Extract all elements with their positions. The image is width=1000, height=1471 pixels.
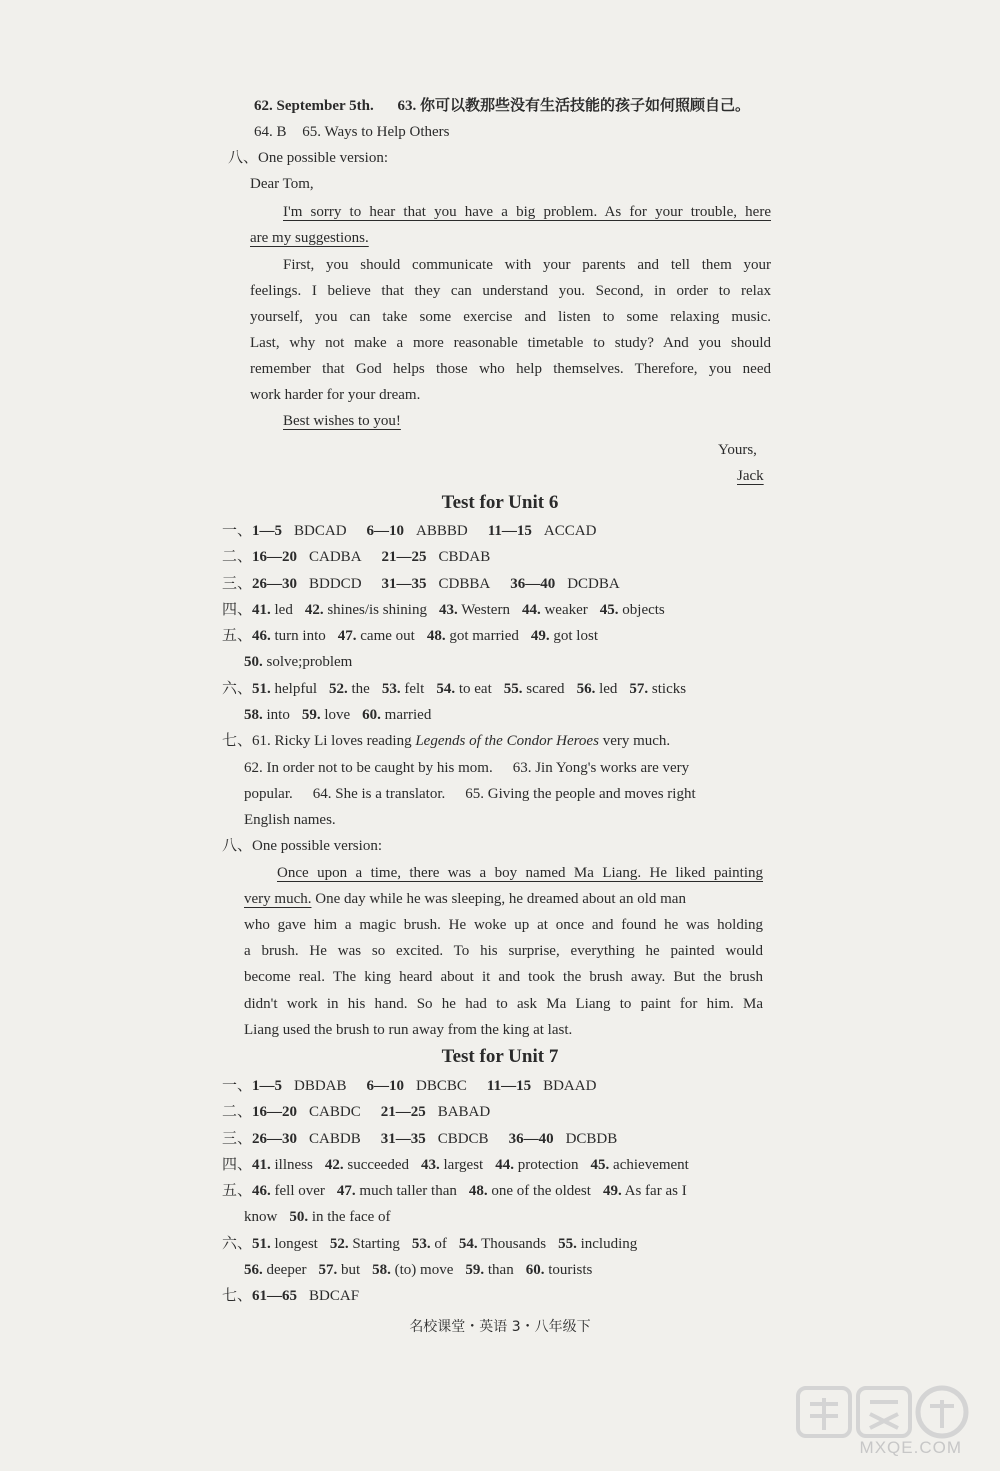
unit6-section-8-heading: 八、One possible version: <box>222 838 382 854</box>
story-line-4: a brush. He was so excited. To his surprise, everything he painted would <box>244 943 763 959</box>
watermark-url: MXQE.COM <box>859 1438 962 1457</box>
answer-62: 62. September 5th. <box>254 98 374 114</box>
unit6-section-3: 三、26—30 BDDCD 31—35 CDBBA 36—40 DCDBA <box>222 576 620 592</box>
letter-p2-line2: feelings. I believe that they can understand you. Second, in order to relax <box>250 283 771 299</box>
unit7-section-5-line1: 五、46. fell over 47. much taller than 48. one of the oldest 49. As far as I <box>222 1183 687 1199</box>
unit6-section-7-line3: popular. 64. She is a translator. 65. Giving the people and moves right <box>244 786 696 802</box>
answer-65: 65. Ways to Help Others <box>302 124 450 140</box>
story-line-3: who gave him a magic brush. He woke up at once and found he was holding <box>244 917 763 933</box>
unit6-section-1: 一、1—5 BDCAD 6—10 ABBBD 11—15 ACCAD <box>222 523 597 539</box>
unit7-section-6-line1: 六、51. longest 52. Starting 53. of 54. Thousands 55. including <box>222 1236 638 1252</box>
letter-p2-line6: work harder for your dream. <box>250 387 421 403</box>
page-footer: 名校课堂・英语 3・八年级下 <box>409 1319 591 1335</box>
letter-sign-yours: Yours, <box>718 442 757 458</box>
letter-closing: Best wishes to you! <box>283 413 401 429</box>
unit7-section-4: 四、41. illness 42. succeeded 43. largest 44. protection 45. achievement <box>222 1157 689 1173</box>
letter-p1-line1: I'm sorry to hear that you have a big problem. As for your trouble, here <box>283 204 771 220</box>
unit7-section-7: 七、61—65 BDCAF <box>222 1288 360 1304</box>
letter-sign-name: Jack <box>737 468 764 484</box>
story-line-1: Once upon a time, there was a boy named Ma Liang. He liked painting <box>277 865 763 881</box>
unit6-section-5-line1: 五、46. turn into 47. came out 48. got married 49. got lost <box>222 628 598 644</box>
letter-p2-line1: First, you should communicate with your parents and tell them your <box>283 257 771 273</box>
answer-64: 64. B <box>254 124 287 140</box>
unit6-section-5-line2: 50. solve;problem <box>244 654 353 670</box>
letter-salutation: Dear Tom, <box>250 176 314 192</box>
answer-63: 63. 你可以教那些没有生活技能的孩子如何照顾自己。 <box>397 98 750 114</box>
letter-p2-line3: yourself, you can take some exercise and listen to some relaxing music. <box>250 309 771 325</box>
story-line-6: didn't work in his hand. So he had to ask Ma Liang to paint for him. Ma <box>244 996 763 1012</box>
section-8-heading: 八、One possible version: <box>228 150 388 166</box>
unit6-title: Test for Unit 6 <box>441 492 559 513</box>
letter-p2-line4: Last, why not make a more reasonable timetable to study? And you should <box>250 335 771 351</box>
unit7-section-5-line2: know 50. in the face of <box>244 1209 391 1225</box>
story-line-2: very much. One day while he was sleeping, he dreamed about an old man <box>244 891 686 907</box>
unit6-section-7-line4: English names. <box>244 812 336 828</box>
unit7-section-2: 二、16—20 CABDC 21—25 BABAD <box>222 1104 491 1120</box>
unit6-section-4: 四、41. led 42. shines/is shining 43. Western 44. weaker 45. objects <box>222 602 665 618</box>
answer-line-62-63 <box>254 96 750 116</box>
unit6-section-6-line1: 六、51. helpful 52. the 53. felt 54. to eat 55. scared 56. led 57. sticks <box>222 681 687 697</box>
story-line-7: Liang used the brush to run away from the king at last. <box>244 1022 573 1038</box>
answer-50: in the face of <box>311 1209 391 1225</box>
unit7-section-6-line2: 56. deeper 57. but 58. (to) move 59. than 60. tourists <box>244 1262 593 1278</box>
letter-p2-line5: remember that God helps those who help themselves. Therefore, you need <box>250 361 771 377</box>
unit6-section-2: 二、16—20 CADBA 21—25 CBDAB <box>222 549 491 565</box>
unit6-section-7-line1: 七、61. Ricky Li loves reading Legends of the Condor Heroes very much. <box>222 733 671 749</box>
answer-line-64-65 <box>254 122 450 142</box>
unit7-title: Test for Unit 7 <box>441 1046 559 1067</box>
unit7-section-3: 三、26—30 CABDB 31—35 CBDCB 36—40 DCBDB <box>222 1131 618 1147</box>
unit6-section-7-line2: 62. In order not to be caught by his mom. 63. Jin Yong's works are very <box>244 760 690 776</box>
unit7-section-1: 一、1—5 DBDAB 6—10 DBCBC 11—15 BDAAD <box>222 1078 597 1094</box>
unit6-section-6-line2: 58. into 59. love 60. married <box>244 707 432 723</box>
story-line-5: become real. The king heard about it and took the brush away. But the brush <box>244 969 763 985</box>
letter-p1-line2: are my suggestions. <box>250 230 369 246</box>
